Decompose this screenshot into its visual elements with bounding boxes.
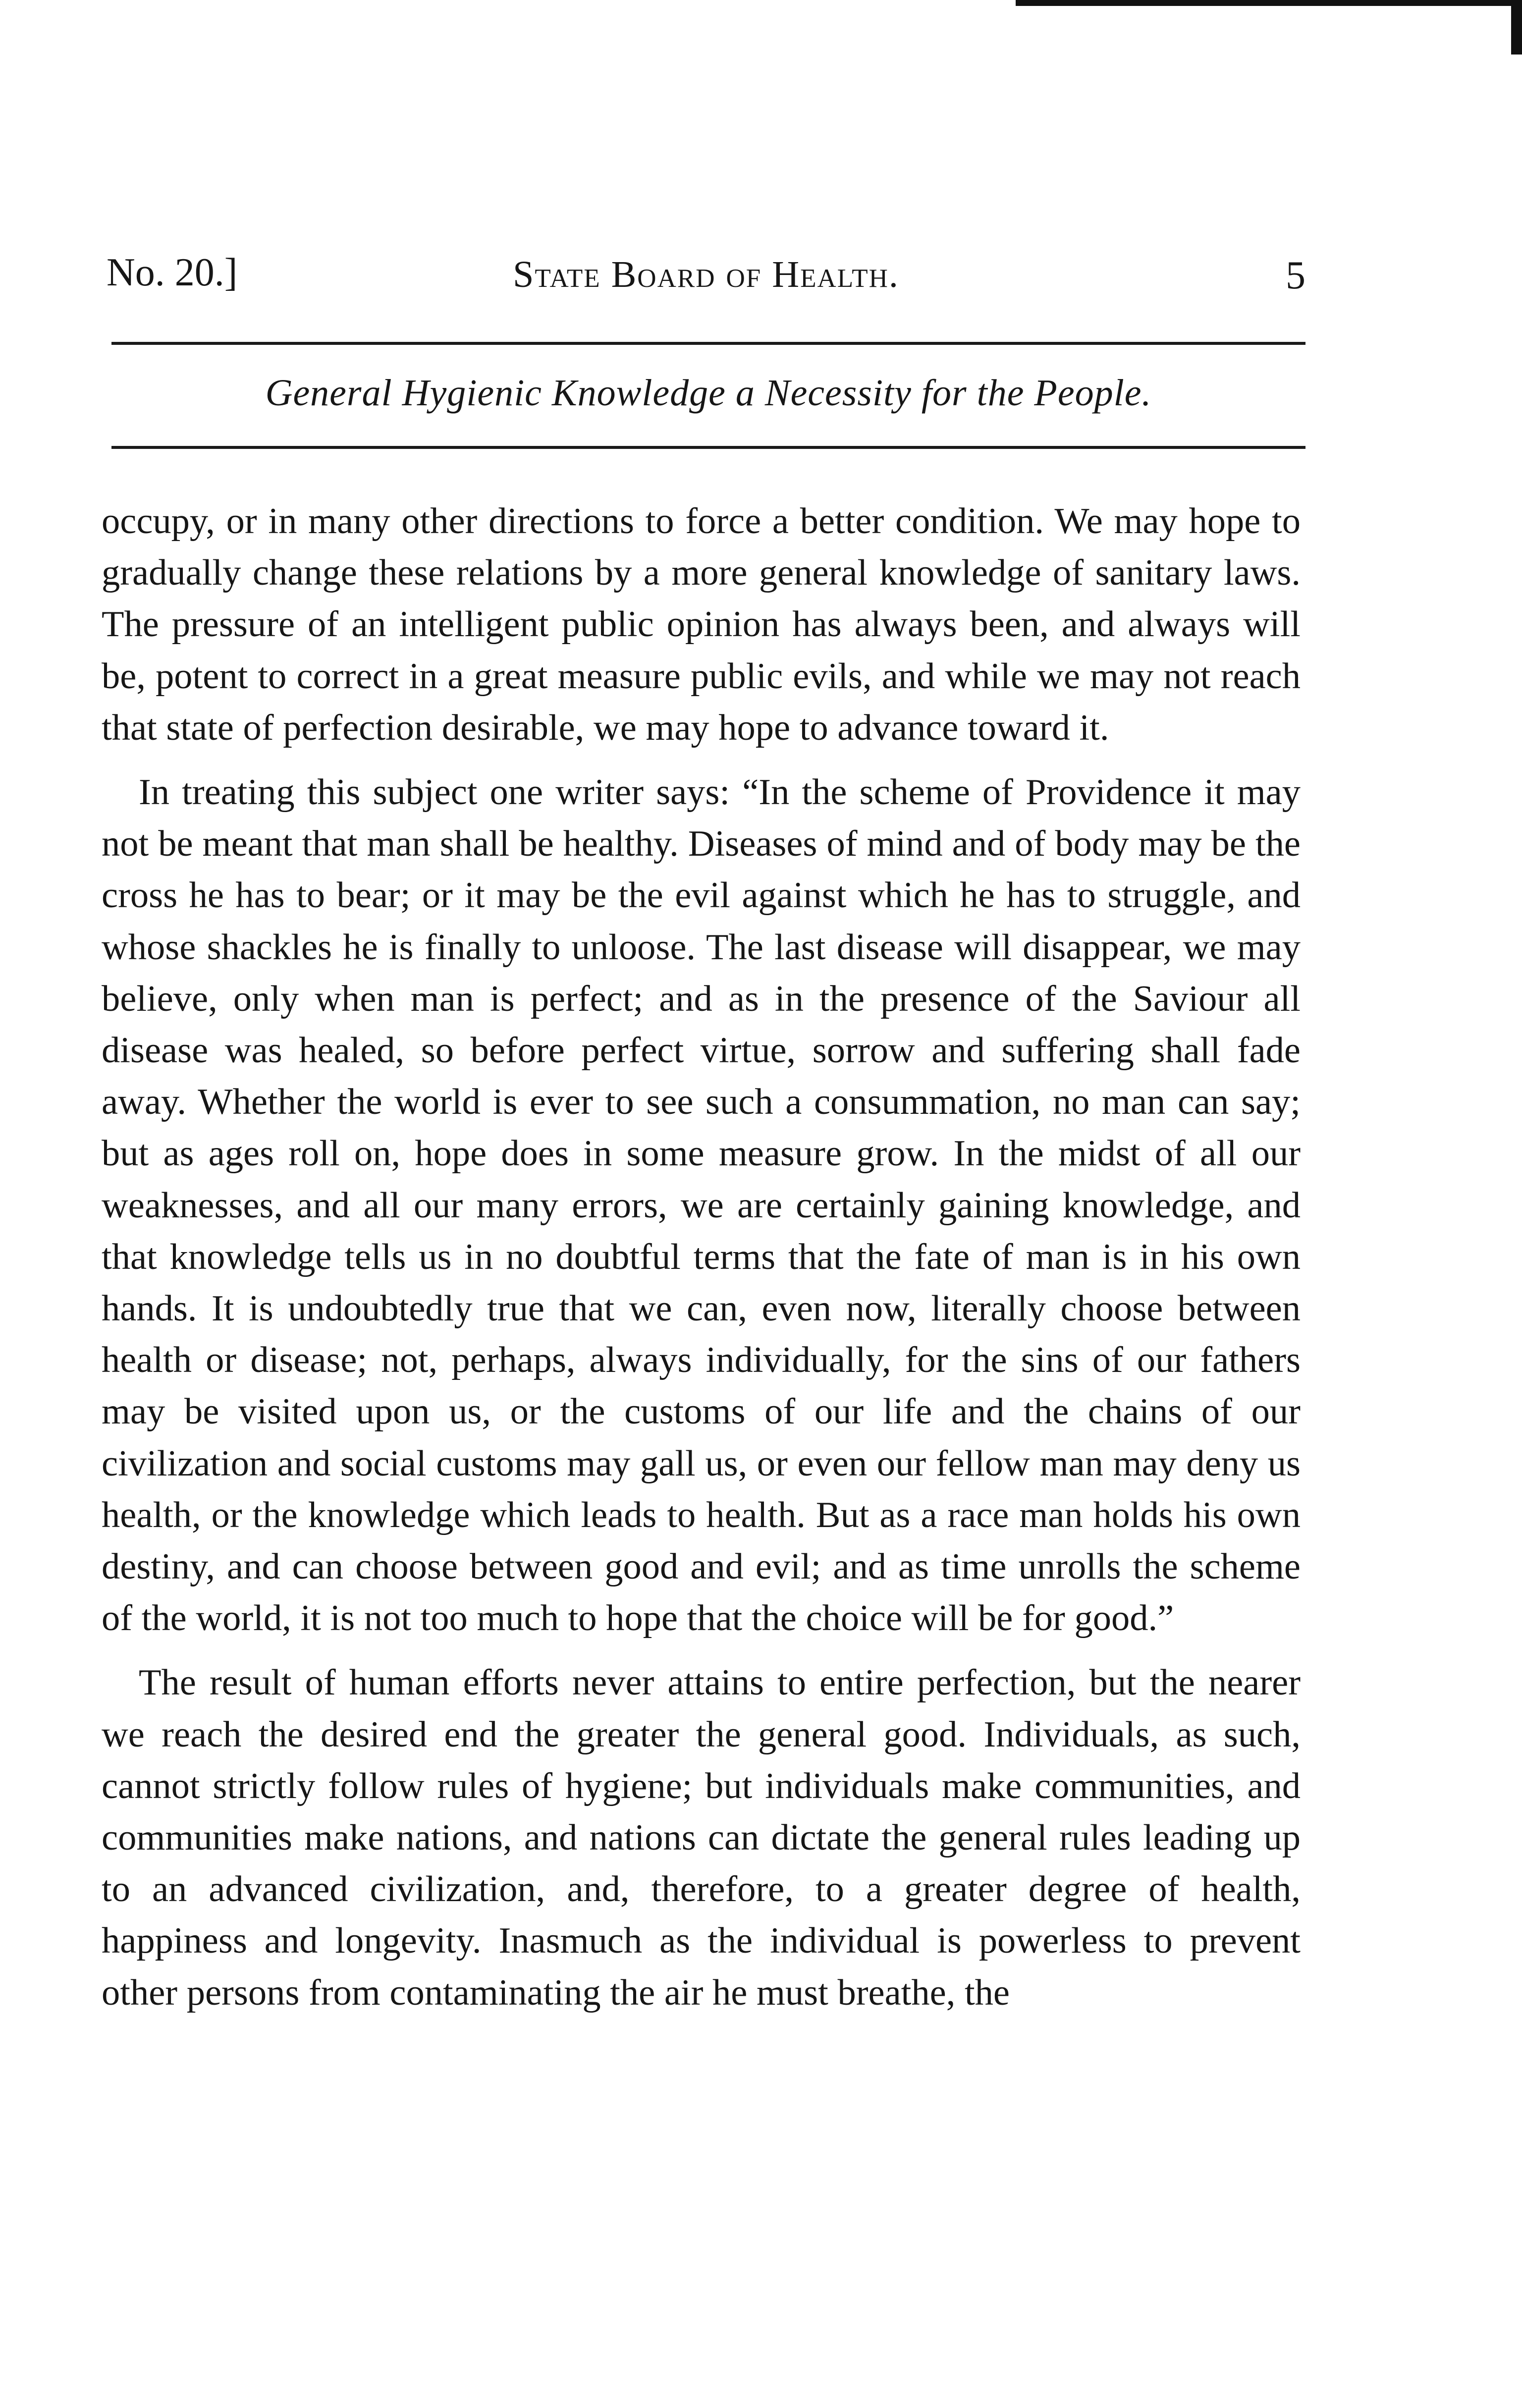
page-number: 5 bbox=[1286, 254, 1305, 297]
paragraph-quotation: In treating this subject one writer says: “In the scheme of Providence it may not be meant that man shall be healthy. Diseases of mind and of body may be the cross he has to bear; or it may be the evil against which he has to struggle, and whose shackles he is finally to unloose. The last disease will disappear, we may believe, only when man is perfect; and as in the presence of the Saviour all disease was healed, so before perfect virtue, sorrow and suffering shall fade away. Whether the world is ever to see such a consummation, no man can say; but as ages roll on, hope does in some measure grow. In the midst of all our weaknesses, and all our many errors, we are certainly gaining knowledge, and that knowledge tells us in no doubtful terms that the fate of man is in his own hands. It is undoubtedly true that we can, even now, literally choose between health or disease; not, perhaps, always individually, for the sins of our fathers may be visited upon us, or the customs of our life and the chains of our civilization and social customs may gall us, or even our fellow man may deny us health, or the knowledge which leads to health. But as a race man holds his own destiny, and can choose between good and evil; and as time unrolls the scheme of the world, it is not too much to hope that the choice will be for good.” bbox=[102, 772, 1301, 1639]
scan-border-top bbox=[1016, 0, 1522, 6]
body-text bbox=[102, 495, 1301, 2019]
document-number: No. 20.] bbox=[107, 251, 238, 294]
scan-border-right bbox=[1511, 0, 1522, 55]
running-title: State Board of Health. bbox=[513, 254, 899, 295]
paragraph-continued: occupy, or in many other directions to force a better condition. We may hope to gradually change these relations by a more general knowledge of sanitary laws. The pressure of an intelligent public opinion has always been, and always will be, potent to correct in a great measure public evils, and while we may not reach that state of perfection desirable, we may hope to advance toward it. bbox=[102, 501, 1301, 748]
header-rule-bottom bbox=[111, 446, 1305, 449]
paragraph-human-efforts: The result of human efforts never attains to entire perfection, but the nearer we reach the desired end the greater the general good. Individuals, as such, cannot strictly follow rules of hygiene; but individuals make communities, and communities make nations, and nations can dictate the general rules leading up to an advanced civilization, and, therefore, to a greater degree of health, happiness and longevity. Inasmuch as the individual is powerless to prevent other persons from contaminating the air he must breathe, the bbox=[102, 1662, 1301, 2013]
running-header bbox=[107, 250, 1305, 310]
section-subheading: General Hygienic Knowledge a Necessity for the People. bbox=[265, 372, 1152, 414]
header-rule-top bbox=[111, 342, 1305, 345]
